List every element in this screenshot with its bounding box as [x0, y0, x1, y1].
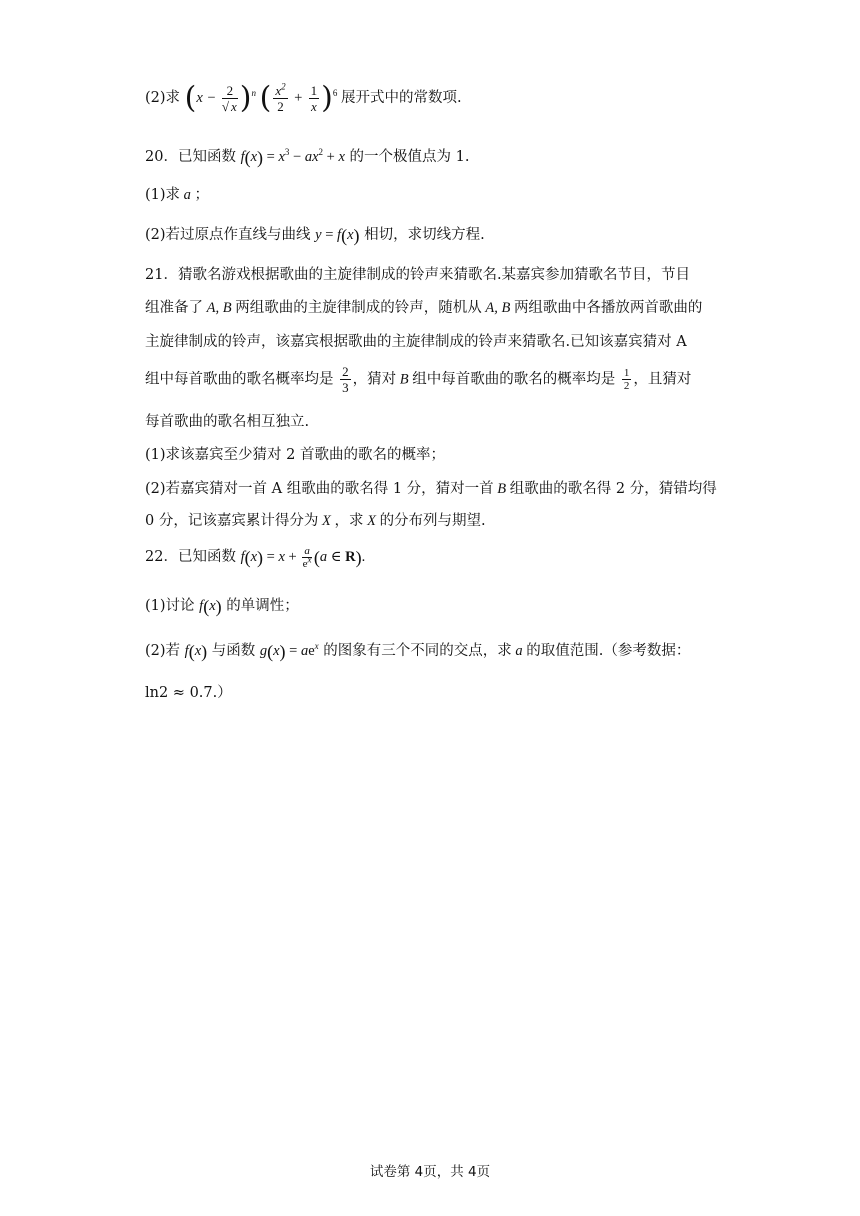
- q21-x-2: X: [363, 513, 380, 529]
- q21-line2-b: 两组歌曲的主旋律制成的铃声，随机从: [235, 300, 482, 316]
- q22-var-a: a: [511, 643, 527, 659]
- q21-line4-d: ，且猜对: [633, 371, 692, 388]
- q21-part2-b: 组歌曲的歌名得 2 分，猜错均得: [509, 481, 717, 497]
- q21-line5: 每首歌曲的歌名相互独立.: [145, 414, 310, 430]
- q21-part2-cont: [145, 510, 486, 532]
- q19-part2: [145, 80, 462, 116]
- q22-stem: [145, 545, 365, 570]
- q22-fx-1: f(x): [199, 596, 222, 617]
- page-footer: 试卷第 4页，共 4页: [369, 1164, 491, 1180]
- q20-part1: [145, 184, 209, 206]
- q21-line2-a: 组准备了: [145, 300, 203, 316]
- q21-part2-cont-b: ，求: [334, 513, 364, 529]
- q21-frac-two-thirds: $\frac{2}{3}$: [342, 364, 349, 395]
- q20-part1-text: (1)求: [145, 187, 181, 203]
- q21-part2-a: (2)若嘉宾猜对一首 A 组歌曲的歌名得 1 分，猜对一首: [145, 481, 494, 497]
- q22-reference: ln2 ≈ 0.7.）: [145, 685, 232, 701]
- q21-part2-cont-c: 的分布列与期望.: [379, 513, 486, 529]
- q20-part2: [145, 224, 485, 247]
- q19-part2-suffix: 展开式中的常数项.: [341, 89, 462, 106]
- q22-part1-tail: 的单调性；: [226, 598, 299, 614]
- q22-fx-2: f(x): [184, 641, 208, 662]
- q21-ab-1: A, B: [203, 300, 236, 316]
- q21-part1: (1)求该嘉宾至少猜对 2 首歌曲的歌名的概率；: [145, 447, 445, 463]
- q19-part2-prefix: (2)求: [145, 89, 181, 106]
- q22-gx: $g(x) = ae^x$: [259, 641, 319, 662]
- q21-b-2: B: [493, 481, 510, 497]
- q22-part2-a: (2)若: [145, 643, 181, 659]
- q22-part2-c: 的图象有三个不同的交点，求: [323, 643, 512, 659]
- q20-part1-tail: ；: [194, 187, 210, 203]
- q21-line4-a: 组中每首歌曲的歌名概率均是: [145, 371, 334, 388]
- q21-frac-half: $\frac{1}{2}$: [623, 367, 630, 392]
- q21-line4-c: 组中每首歌曲的歌名的概率均是: [412, 371, 616, 388]
- q22-part2-d: 的取值范围.（参考数据：: [526, 643, 691, 659]
- q21-line3: 主旋律制成的铃声，该嘉宾根据歌曲的主旋律制成的铃声来猜歌名.已知该嘉宾猜对 A: [145, 334, 687, 350]
- q21-line4-b: ，猜对: [352, 371, 397, 388]
- q21-line2: [145, 297, 702, 319]
- q20-var-a: a: [180, 187, 195, 203]
- q21-b: B: [396, 371, 413, 388]
- q21-ab-2: A, B: [481, 300, 514, 316]
- q21-part2: [145, 478, 717, 500]
- q22-part2: [145, 640, 690, 663]
- q22-part2-b: 与函数: [211, 643, 256, 659]
- q21-x-1: X: [318, 513, 335, 529]
- q20-curve: y = f(x): [315, 225, 360, 246]
- q21-line1: 21．猜歌名游戏根据歌曲的主旋律制成的铃声来猜歌名.某嘉宾参加猜歌名节目，节目: [145, 267, 691, 283]
- q22-function: f(x) = x + $\frac{a}{e^x}$ (a ∈ R).: [240, 545, 366, 570]
- q20-stem: [145, 146, 469, 169]
- q22-stem-text: 22．已知函数: [145, 548, 236, 565]
- q19-expression: (x − $\frac{2}{√ x}$ )$^n$ ( $\frac{x^2}{2}$ + $\frac{1}{x}$ )$^6$: [184, 80, 338, 116]
- q22-part1: [145, 595, 299, 618]
- q22-part1-text: (1)讨论: [145, 598, 195, 614]
- q20-function: $f(x) = x^3 - ax^2 + x$: [240, 147, 345, 168]
- q20-part2-text: (2)若过原点作直线与曲线: [145, 227, 311, 243]
- q20-part2-tail: 相切，求切线方程.: [364, 227, 485, 243]
- q21-line2-c: 两组歌曲中各播放两首歌曲的: [513, 300, 703, 316]
- q20-stem-text: 20．已知函数: [145, 149, 236, 165]
- q20-stem-tail: 的一个极值点为 1.: [349, 149, 470, 165]
- q21-part2-cont-a: 0 分，记该嘉宾累计得分为: [145, 513, 319, 529]
- q21-line4: [145, 364, 691, 395]
